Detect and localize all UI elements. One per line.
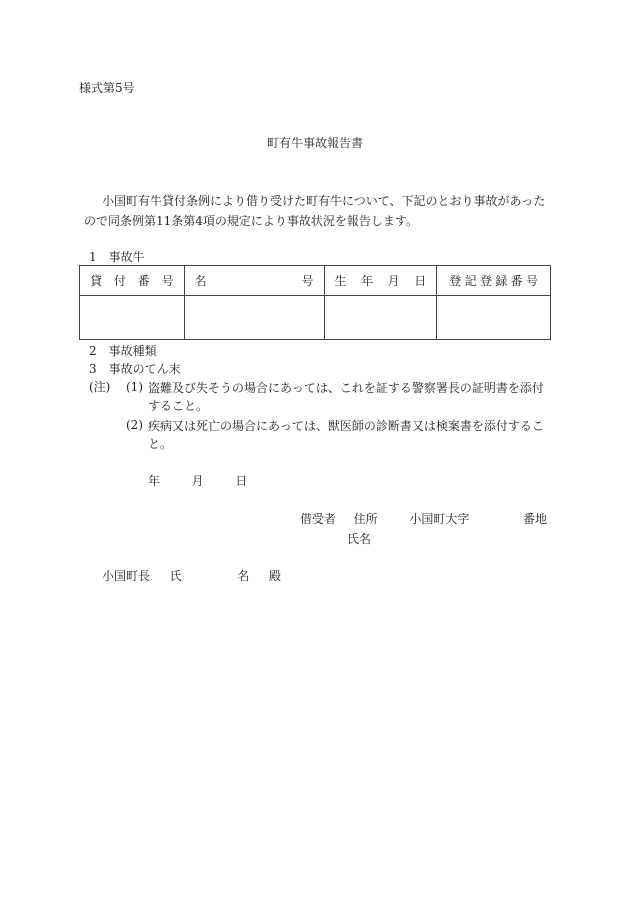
date-year: 年 — [148, 474, 161, 488]
name-label: 氏名 — [347, 532, 372, 546]
date-day: 日 — [235, 474, 248, 488]
addressee-title: 小国町長 — [102, 569, 151, 583]
name-cell[interactable] — [184, 296, 324, 340]
note-2-number: (2) — [126, 418, 143, 432]
header-loan-number: 貸 付 番 号 — [80, 266, 185, 296]
table-header-row — [80, 266, 551, 296]
loan-number-cell[interactable] — [80, 296, 185, 340]
table-row — [80, 296, 551, 340]
note-label: (注) — [89, 380, 111, 394]
document-title: 町有牛事故報告書 — [266, 136, 363, 150]
form-number: 様式第5号 — [79, 81, 135, 95]
birthdate-cell[interactable] — [324, 296, 437, 340]
date-line — [148, 473, 247, 489]
note-2-text: 疾病又は死亡の場合にあっては、獣医師の診断書又は検案書を添付すること。 — [148, 419, 544, 451]
address-value: 小国町大字 — [409, 512, 470, 526]
header-registration-number: 登 記 登 録 番 号 — [437, 266, 551, 296]
registration-number-cell[interactable] — [437, 296, 551, 340]
note-1-number: (1) — [126, 380, 143, 394]
addressee-mei: 名 — [237, 569, 250, 583]
header-name: 名 号 — [184, 266, 324, 296]
address-suffix: 番地 — [523, 512, 548, 526]
addressee-dono: 殿 — [269, 569, 282, 583]
section-3-heading: 3 事故のてん末 — [89, 362, 181, 376]
addressee-shi: 氏 — [169, 569, 182, 583]
address-label: 住所 — [353, 512, 378, 526]
borrower-name-line — [347, 531, 371, 547]
cattle-table — [79, 265, 551, 340]
header-birthdate: 生 年 月 日 — [324, 266, 437, 296]
borrower-label: 借受者 — [300, 512, 337, 526]
section-1-heading: 1 事故牛 — [89, 250, 145, 264]
addressee-line — [102, 568, 281, 584]
borrower-address-line — [300, 511, 547, 527]
date-month: 月 — [191, 474, 204, 488]
note-1-text: 盗難及び失そうの場合にあっては、これを証する警察署長の証明書を添付すること。 — [148, 381, 544, 413]
body-paragraph: 小国町有牛貸付条例により借り受けた町有牛について、下記のとおり事故があったので同条例第11条第4項の規定により事故状況を報告します。 — [84, 194, 546, 228]
section-2-heading: 2 事故種類 — [89, 344, 157, 358]
